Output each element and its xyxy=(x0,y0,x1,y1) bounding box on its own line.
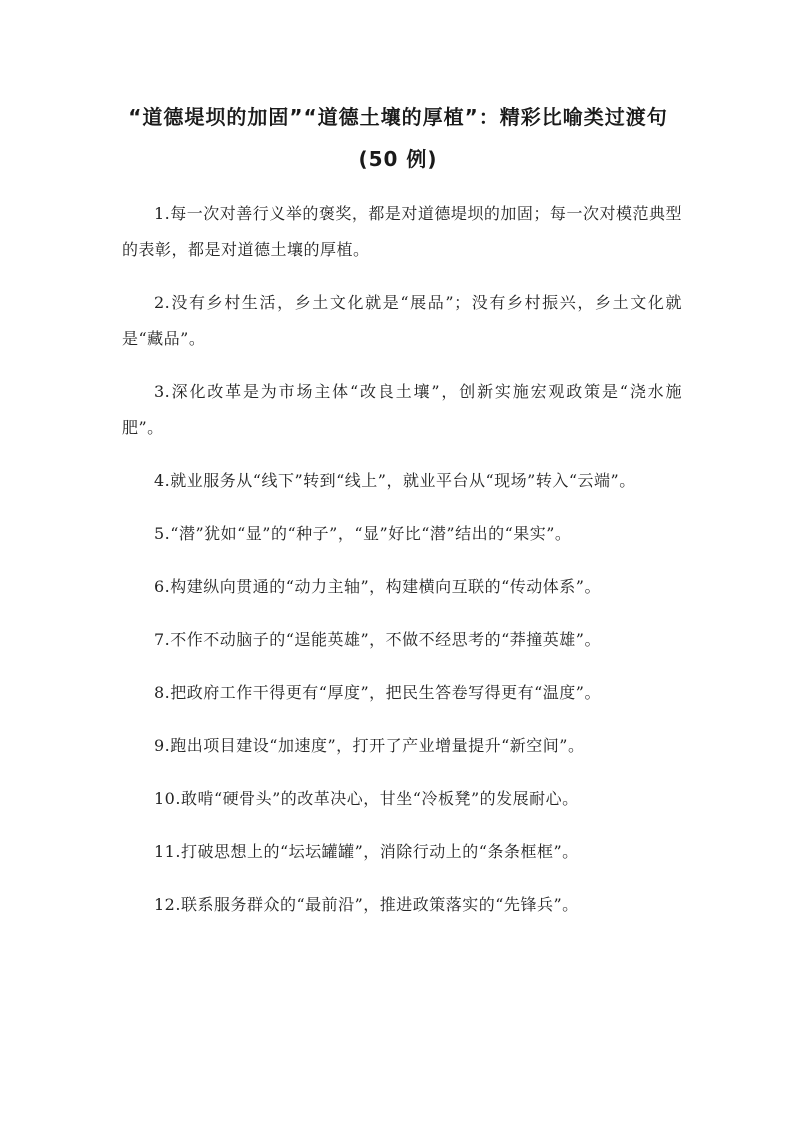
list-item: 4.就业服务从“线下”转到“线上”，就业平台从“现场”转入“云端”。 xyxy=(154,471,636,490)
list-item: 2.没有乡村生活，乡土文化就是“展品”；没有乡村振兴，乡土文化就是“藏品”。 xyxy=(122,293,682,348)
document-title: “道德堤坝的加固”“道德土壤的厚植”：精彩比喻类过渡句(50 例) xyxy=(128,105,668,171)
list-item: 7.不作不动脑子的“逞能英雄”，不做不经思考的“莽撞英雄”。 xyxy=(154,630,601,649)
list-item: 10.敢啃“硬骨头”的改革决心，甘坐“冷板凳”的发展耐心。 xyxy=(154,789,579,808)
list-item: 11.打破思想上的“坛坛罐罐”，消除行动上的“条条框框”。 xyxy=(154,842,579,861)
list-item: 6.构建纵向贯通的“动力主轴”，构建横向互联的“传动体系”。 xyxy=(154,577,601,596)
list-item: 9.跑出项目建设“加速度”，打开了产业增量提升“新空间”。 xyxy=(154,736,585,755)
list-item: 3.深化改革是为市场主体“改良土壤”，创新实施宏观政策是“浇水施肥”。 xyxy=(122,382,682,437)
document-body xyxy=(122,196,682,940)
list-item: 5.“潜”犹如“显”的“种子”，“显”好比“潜”结出的“果实”。 xyxy=(154,524,572,543)
list-item: 8.把政府工作干得更有“厚度”，把民生答卷写得更有“温度”。 xyxy=(154,683,601,702)
list-item: 12.联系服务群众的“最前沿”，推进政策落实的“先锋兵”。 xyxy=(154,895,579,914)
list-item: 1.每一次对善行义举的褒奖，都是对道德堤坝的加固；每一次对模范典型的表彰，都是对道德土壤的厚植。 xyxy=(122,204,682,259)
